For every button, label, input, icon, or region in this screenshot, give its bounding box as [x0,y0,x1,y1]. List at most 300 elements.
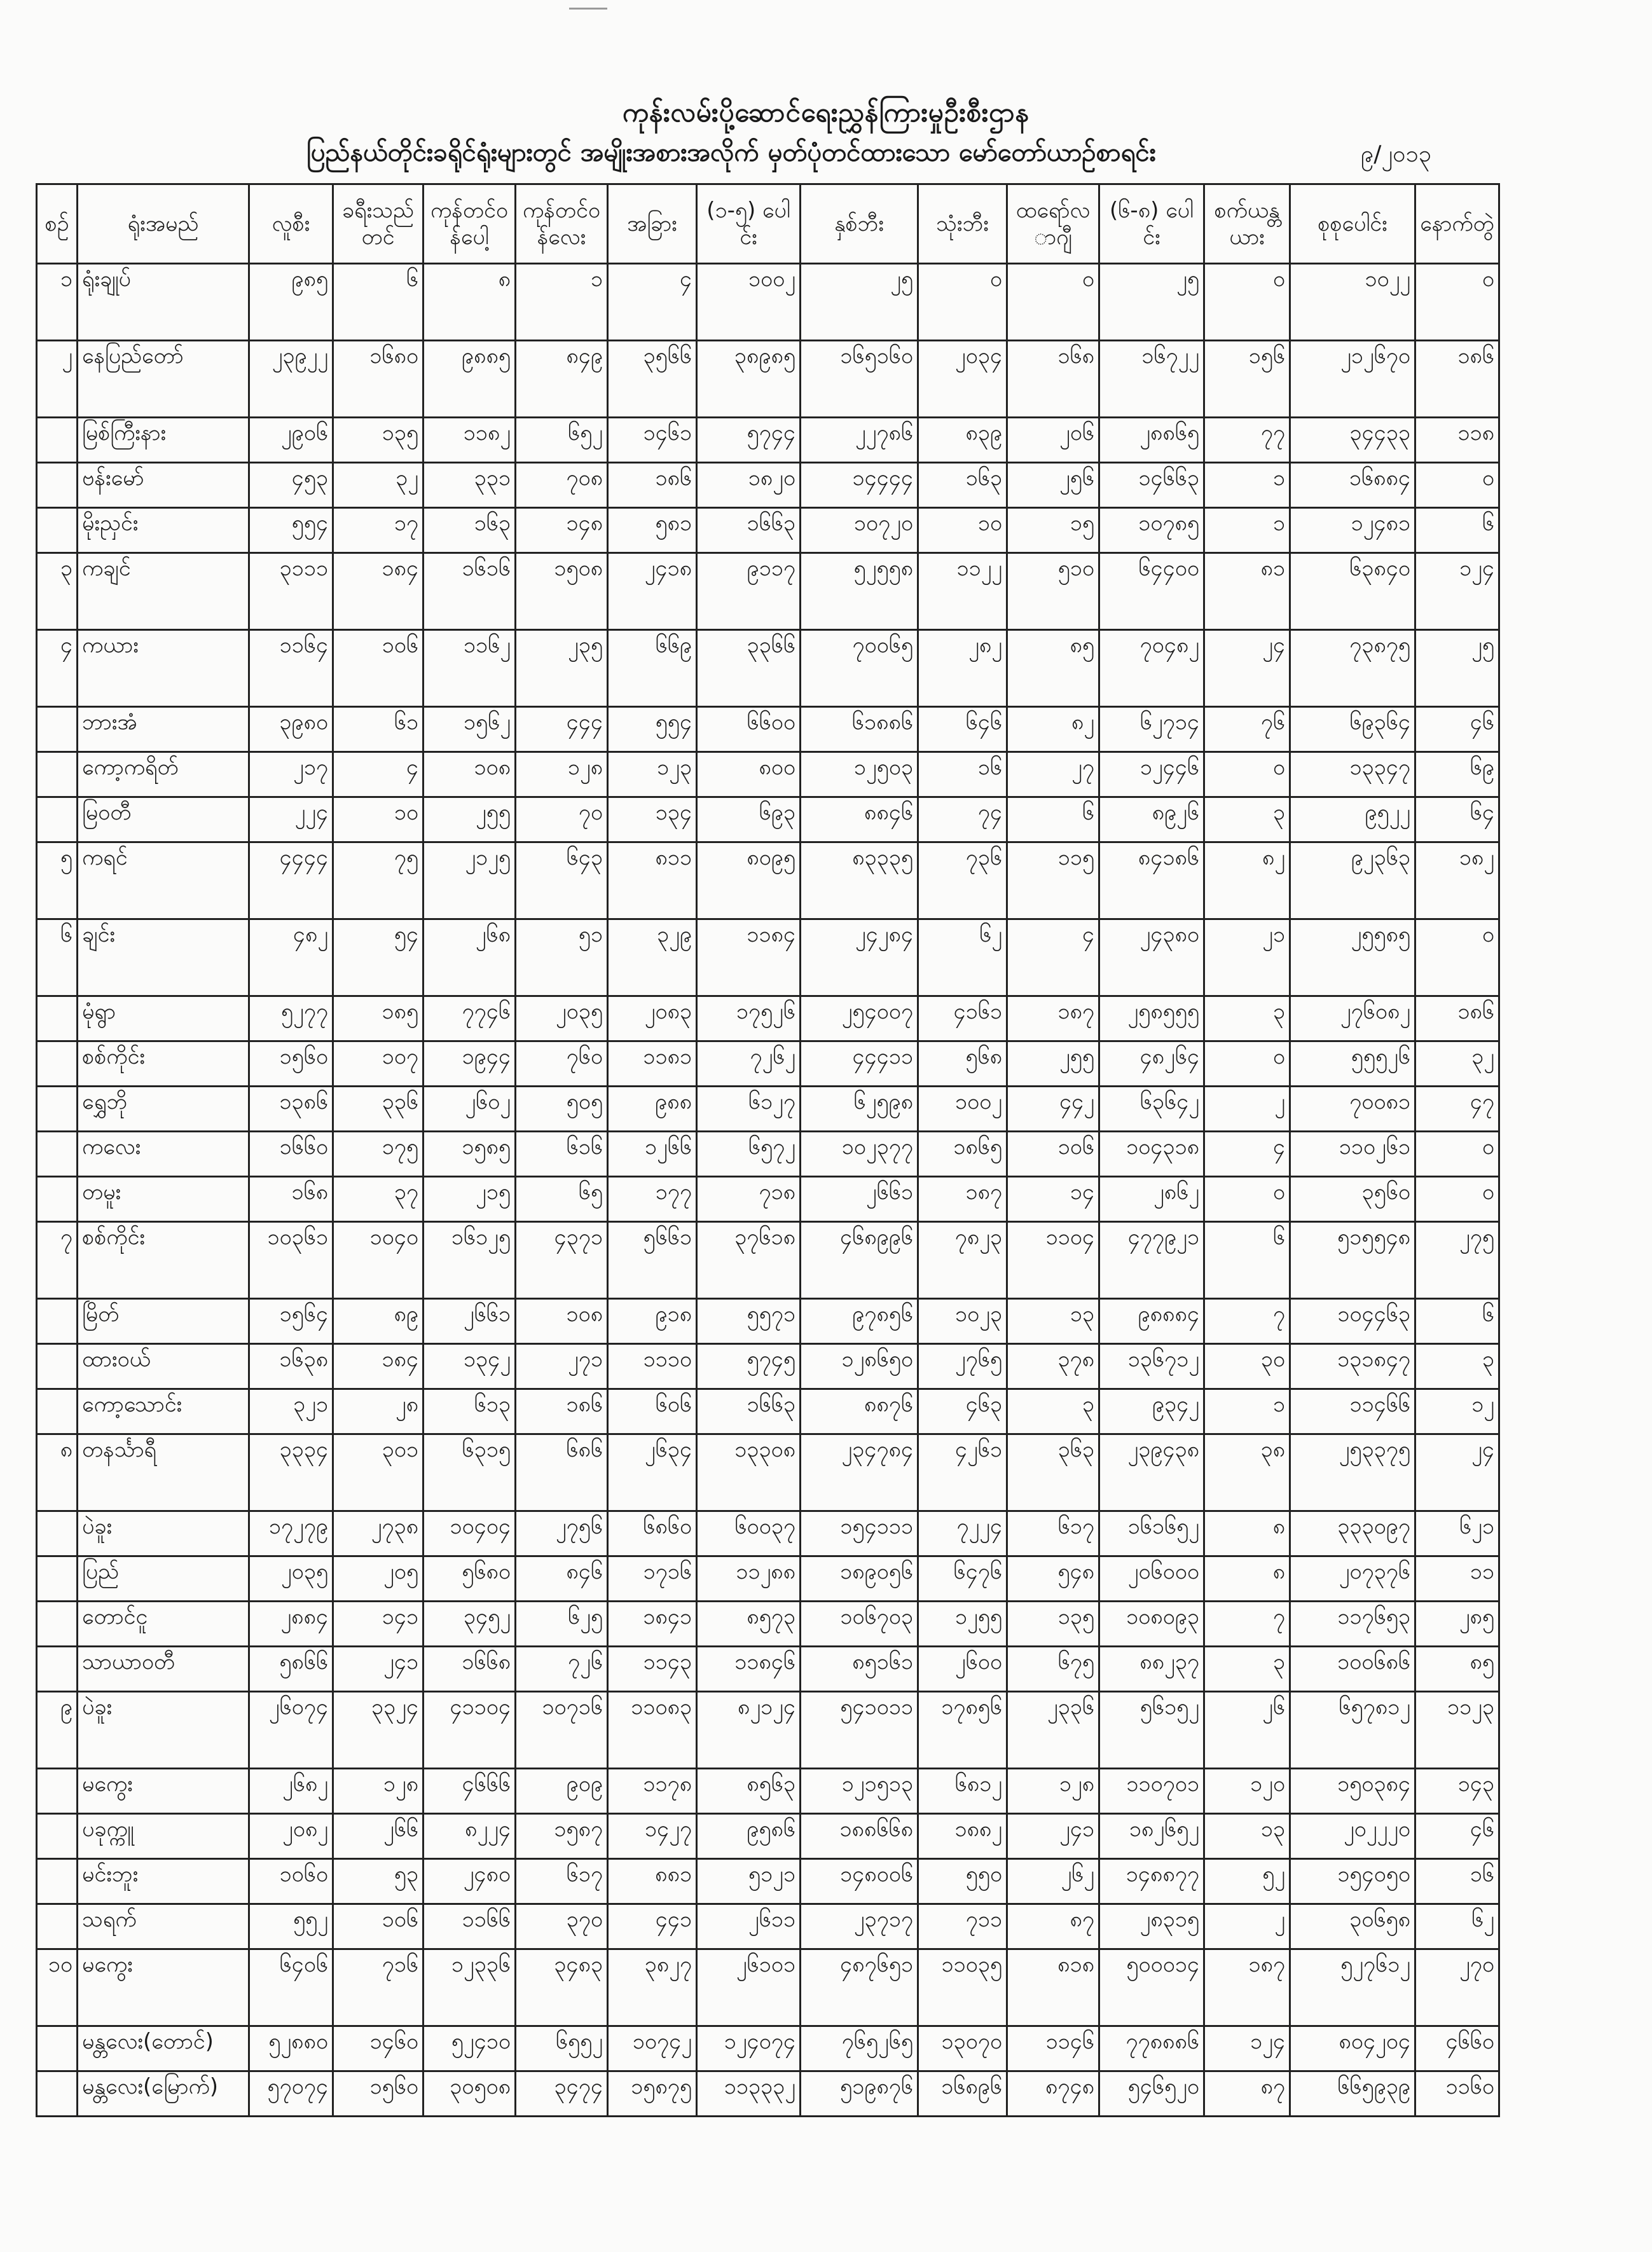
cell-bus: ၈၉ [333,1299,423,1344]
cell-subtotal-6-8: ၇၀၄၈၂ [1099,630,1204,707]
cell-two-wheeler: ၁၈၈၆၆၈ [801,1814,918,1859]
cell-passenger-car: ၆၄၀၆ [249,1949,333,2026]
cell-light-truck: ၃၄၅၂ [423,1602,516,1647]
cell-subtotal-1-5: ၆၀၀၃၇ [697,1511,801,1556]
cell-machinery: ၁၅၆ [1204,341,1290,418]
cell-serial: ၈ [37,1434,78,1511]
cell-bus: ၇၅ [333,842,423,919]
cell-trawlergy: ၆၇၅ [1007,1647,1099,1692]
cell-bus: ၃၀၁ [333,1434,423,1511]
cell-office-name: မြဝတီ [78,797,249,842]
cell-passenger-car: ၂၀၃၅ [249,1556,333,1602]
cell-light-truck: ၆၁၃ [423,1389,516,1434]
cell-office-name: ချင်း [78,919,249,996]
cell-office-name: မကွေး [78,1949,249,2026]
cell-bus: ၁၀ [333,797,423,842]
cell-bus: ၂၄၁ [333,1647,423,1692]
cell-machinery: ၁ [1204,508,1290,553]
cell-trailer: ၁၁၈ [1415,418,1499,463]
cell-three-wheeler: ၇၄ [918,797,1007,842]
cell-subtotal-6-8: ၅၄၆၅၂၀ [1099,2071,1204,2117]
table-row [37,1814,1499,1859]
cell-trailer: ၃၂ [1415,1041,1499,1087]
cell-machinery: ၇ [1204,1602,1290,1647]
cell-heavy-truck: ၇၀၈ [516,463,608,508]
cell-trawlergy: ၁၁၄၆ [1007,2026,1099,2071]
cell-light-truck: ၂၆၀၂ [423,1087,516,1132]
cell-three-wheeler: ၁၀ [918,508,1007,553]
cell-other: ၉၁၈ [608,1299,697,1344]
cell-passenger-car: ၂၉၀၆ [249,418,333,463]
cell-grand-total: ၂၇၆၀၈၂ [1290,996,1415,1041]
cell-subtotal-6-8: ၂၃၉၄၃၈ [1099,1434,1204,1511]
cell-trawlergy: ၂၃၃၆ [1007,1692,1099,1769]
table-row [37,1041,1499,1087]
cell-serial [37,2071,78,2117]
cell-trailer: ၆၂၁ [1415,1511,1499,1556]
cell-passenger-car: ၃၁၁၁ [249,553,333,630]
cell-trawlergy: ၃၇၈ [1007,1344,1099,1389]
cell-other: ၁၃၄ [608,797,697,842]
cell-subtotal-1-5: ၁၇၅၂၆ [697,996,801,1041]
cell-machinery: ၇ [1204,1299,1290,1344]
cell-other: ၁၂၆၆ [608,1132,697,1177]
cell-two-wheeler: ၄၆၈၉၉၆ [801,1222,918,1299]
cell-serial [37,1814,78,1859]
cell-grand-total: ၅၅၅၂၆ [1290,1041,1415,1087]
col-header-trawlergy: ထရော်လာဂျီ [1007,184,1099,264]
cell-subtotal-1-5: ၅၁၂၁ [697,1859,801,1904]
cell-grand-total: ၂၅၃၃၇၅ [1290,1434,1415,1511]
cell-light-truck: ၄၆၆၆ [423,1769,516,1814]
cell-grand-total: ၃၃၃၀၉၇ [1290,1511,1415,1556]
cell-three-wheeler: ၄၁၆၁ [918,996,1007,1041]
cell-three-wheeler: ၆၈၁၂ [918,1769,1007,1814]
cell-bus: ၁၀၆ [333,1904,423,1949]
cell-bus: ၂၆၆ [333,1814,423,1859]
cell-bus: ၅၄ [333,919,423,996]
cell-heavy-truck: ၂၀၃၅ [516,996,608,1041]
cell-other: ၈၁၁ [608,842,697,919]
cell-heavy-truck: ၅၀၅ [516,1087,608,1132]
cell-machinery: ၂ [1204,1904,1290,1949]
table-row [37,1692,1499,1769]
cell-subtotal-1-5: ၆၆၀၀ [697,707,801,752]
cell-trawlergy: ၅၁၀ [1007,553,1099,630]
cell-passenger-car: ၁၇၂၇၉ [249,1511,333,1556]
table-row [37,2026,1499,2071]
cell-trawlergy: ၆ [1007,797,1099,842]
cell-two-wheeler: ၂၃၄၇၈၄ [801,1434,918,1511]
cell-light-truck: ၈၂၂၄ [423,1814,516,1859]
cell-office-name: မန္တလေး(မြောက်) [78,2071,249,2117]
cell-subtotal-1-5: ၆၉၃ [697,797,801,842]
cell-machinery: ၃ [1204,996,1290,1041]
cell-office-name: ကလေး [78,1132,249,1177]
cell-grand-total: ၂၀၇၃၇၆ [1290,1556,1415,1602]
cell-trailer: ၆၄ [1415,797,1499,842]
cell-grand-total: ၁၀၂၂ [1290,264,1415,341]
organization-title: ကုန်းလမ်းပို့ဆောင်ရေးညွှန်ကြားမှုဦးစီးဌာန [622,97,1030,128]
cell-other: ၆၆၉ [608,630,697,707]
cell-three-wheeler: ၇၂၂၄ [918,1511,1007,1556]
cell-three-wheeler: ၁၈၆၅ [918,1132,1007,1177]
cell-light-truck: ၂၄၈၀ [423,1859,516,1904]
cell-trailer: ၁၆ [1415,1859,1499,1904]
cell-trailer: ၁၄၃ [1415,1769,1499,1814]
cell-subtotal-6-8: ၂၅ [1099,264,1204,341]
cell-other: ၂၄၁၈ [608,553,697,630]
cell-heavy-truck: ၆၈၆ [516,1434,608,1511]
cell-three-wheeler: ၁၆ [918,752,1007,797]
table-header-row [37,184,1499,264]
cell-light-truck: ၅၂၄၁၀ [423,2026,516,2071]
cell-other: ၃၈၂၇ [608,1949,697,2026]
cell-light-truck: ၁၆၃ [423,508,516,553]
cell-serial [37,1904,78,1949]
cell-two-wheeler: ၂၅ [801,264,918,341]
cell-passenger-car: ၂၀၈၂ [249,1814,333,1859]
cell-machinery: ၄ [1204,1132,1290,1177]
cell-bus: ၃၃၆ [333,1087,423,1132]
cell-trailer: ၄၆ [1415,707,1499,752]
cell-passenger-car: ၄၈၂ [249,919,333,996]
cell-trawlergy: ၁၁၅ [1007,842,1099,919]
cell-heavy-truck: ၁၀၇၁၆ [516,1692,608,1769]
cell-office-name: ထားဝယ် [78,1344,249,1389]
cell-grand-total: ၆၆၅၉၃၉ [1290,2071,1415,2117]
cell-passenger-car: ၂၆၈၂ [249,1769,333,1814]
cell-light-truck: ၁၀၈ [423,752,516,797]
cell-other: ၃၅၆၆ [608,341,697,418]
cell-machinery: ၁၂၀ [1204,1769,1290,1814]
cell-trailer: ၄၇ [1415,1087,1499,1132]
cell-other: ၆၀၆ [608,1389,697,1434]
cell-two-wheeler: ၁၀၇၂၀ [801,508,918,553]
cell-trawlergy: ၈၂ [1007,707,1099,752]
cell-subtotal-1-5: ၂၆၁၁ [697,1904,801,1949]
cell-serial [37,797,78,842]
cell-passenger-car: ၃၃၃၄ [249,1434,333,1511]
cell-office-name: ဘားအံ [78,707,249,752]
cell-subtotal-1-5: ၁၁၈၄၆ [697,1647,801,1692]
cell-subtotal-1-5: ၈၀၀ [697,752,801,797]
cell-subtotal-6-8: ၂၀၆၀၀၀ [1099,1556,1204,1602]
cell-trawlergy: ၀ [1007,264,1099,341]
table-row [37,553,1499,630]
cell-subtotal-1-5: ၃၇၆၁၈ [697,1222,801,1299]
cell-subtotal-6-8: ၁၆၇၂၂ [1099,341,1204,418]
cell-trawlergy: ၂၀၆ [1007,418,1099,463]
cell-heavy-truck: ၆၄၃ [516,842,608,919]
cell-three-wheeler: ၆၄၆ [918,707,1007,752]
cell-subtotal-1-5: ၃၈၉၈၅ [697,341,801,418]
cell-trailer: ၂၅ [1415,630,1499,707]
cell-office-name: မုံရွာ [78,996,249,1041]
cell-heavy-truck: ၆၅၅၂ [516,2026,608,2071]
table-row [37,1344,1499,1389]
cell-light-truck: ၃၃၁ [423,463,516,508]
cell-machinery: ၁၃ [1204,1814,1290,1859]
cell-passenger-car: ၁၆၈ [249,1177,333,1222]
cell-other: ၂၆၃၄ [608,1434,697,1511]
cell-light-truck: ၁၆၁၆ [423,553,516,630]
cell-bus: ၁၄၆၀ [333,2026,423,2071]
cell-subtotal-1-5: ၁၆၆၃ [697,1389,801,1434]
cell-serial [37,463,78,508]
table-body [37,264,1499,2117]
cell-bus: ၁၃၅ [333,418,423,463]
col-header-two-wheeler: နှစ်ဘီး [801,184,918,264]
cell-two-wheeler: ၈၅၁၆၁ [801,1647,918,1692]
table-row [37,341,1499,418]
cell-subtotal-1-5: ၈၅၇၃ [697,1602,801,1647]
cell-subtotal-1-5: ၁၁၈၄ [697,919,801,996]
col-header-other: အခြား [608,184,697,264]
cell-two-wheeler: ၂၃၇၁၇ [801,1904,918,1949]
cell-trailer: ၁၈၂ [1415,842,1499,919]
cell-trailer: ၂၇၀ [1415,1949,1499,2026]
cell-other: ၁၂၃ [608,752,697,797]
cell-other: ၁၀၇၄၂ [608,2026,697,2071]
cell-two-wheeler: ၁၈၉၀၅၆ [801,1556,918,1602]
cell-serial [37,752,78,797]
cell-light-truck: ၂၆၈ [423,919,516,996]
cell-two-wheeler: ၁၂၁၅၁၃ [801,1769,918,1814]
cell-light-truck: ၂၆၆၁ [423,1299,516,1344]
cell-subtotal-6-8: ၄၈၂၆၄ [1099,1041,1204,1087]
cell-trailer: ၀ [1415,264,1499,341]
cell-grand-total: ၇၀၀၈၁ [1290,1087,1415,1132]
cell-machinery: ၃ [1204,1647,1290,1692]
cell-trailer: ၂၈၅ [1415,1602,1499,1647]
col-header-grand-total: စုစုပေါင်း [1290,184,1415,264]
cell-two-wheeler: ၂၆၆၁ [801,1177,918,1222]
cell-grand-total: ၁၀၀၆၈၆ [1290,1647,1415,1692]
cell-grand-total: ၉၂၃၆၃ [1290,842,1415,919]
cell-bus: ၃၇ [333,1177,423,1222]
table-row [37,1602,1499,1647]
cell-light-truck: ၆၃၁၅ [423,1434,516,1511]
cell-grand-total: ၁၁၀၂၆၁ [1290,1132,1415,1177]
cell-grand-total: ၁၁၇၆၅၃ [1290,1602,1415,1647]
cell-serial: ၁၀ [37,1949,78,2026]
cell-serial [37,707,78,752]
cell-two-wheeler: ၁၂၈၆၅၀ [801,1344,918,1389]
cell-subtotal-6-8: ၁၆၁၆၅၂ [1099,1511,1204,1556]
cell-serial [37,1859,78,1904]
cell-machinery: ၈ [1204,1511,1290,1556]
cell-light-truck: ၂၁၅ [423,1177,516,1222]
cell-bus: ၆ [333,264,423,341]
cell-bus: ၃၂ [333,463,423,508]
cell-bus: ၄ [333,752,423,797]
cell-serial: ၃ [37,553,78,630]
cell-bus: ၁၈၄ [333,553,423,630]
cell-trailer: ၄၆ [1415,1814,1499,1859]
table-row [37,630,1499,707]
col-header-three-wheeler: သုံးဘီး [918,184,1007,264]
cell-light-truck: ၄၁၁၀၄ [423,1692,516,1769]
cell-office-name: မြစ်ကြီးနား [78,418,249,463]
cell-three-wheeler: ၆၂ [918,919,1007,996]
table-row [37,2071,1499,2117]
col-header-office-name: ရုံးအမည် [78,184,249,264]
cell-two-wheeler: ၂၂၇၈၆ [801,418,918,463]
cell-bus: ၆၁ [333,707,423,752]
cell-three-wheeler: ၂၇၆၅ [918,1344,1007,1389]
cell-three-wheeler: ၁၃၀၇၀ [918,2026,1007,2071]
cell-bus: ၁၈၄ [333,1344,423,1389]
table-row [37,264,1499,341]
cell-other: ၃၂၉ [608,919,697,996]
cell-serial [37,508,78,553]
cell-heavy-truck: ၇၆၀ [516,1041,608,1087]
cell-serial [37,1299,78,1344]
table-row [37,752,1499,797]
cell-trawlergy: ၂၇ [1007,752,1099,797]
cell-subtotal-1-5: ၇၁၈ [697,1177,801,1222]
cell-subtotal-6-8: ၅၆၁၅၂ [1099,1692,1204,1769]
cell-two-wheeler: ၆၂၅၉၈ [801,1087,918,1132]
cell-two-wheeler: ၂၅၄၀၀၇ [801,996,918,1041]
cell-trailer: ၄၆၆၀ [1415,2026,1499,2071]
cell-trailer: ၀ [1415,463,1499,508]
cell-office-name: တမူး [78,1177,249,1222]
table-row [37,1434,1499,1511]
cell-trawlergy: ၁၃ [1007,1299,1099,1344]
cell-trawlergy: ၈၇ [1007,1904,1099,1949]
cell-machinery: ၈၁ [1204,553,1290,630]
cell-subtotal-1-5: ၈၅၆၃ [697,1769,801,1814]
cell-subtotal-6-8: ၁၈၂၆၅၂ [1099,1814,1204,1859]
table-row [37,1511,1499,1556]
cell-two-wheeler: ၁၄၈၀၀၆ [801,1859,918,1904]
col-header-heavy-truck: ကုန်တင်ဝန်လေး [516,184,608,264]
cell-subtotal-1-5: ၅၇၄၅ [697,1344,801,1389]
cell-other: ၁၄၂၇ [608,1814,697,1859]
cell-three-wheeler: ၁၂၅၅ [918,1602,1007,1647]
cell-other: ၆၈၆၀ [608,1511,697,1556]
cell-office-name: ကယား [78,630,249,707]
cell-office-name: ပဲခူး [78,1692,249,1769]
table-row [37,1087,1499,1132]
cell-grand-total: ၃၀၆၅၈ [1290,1904,1415,1949]
table-row [37,919,1499,996]
cell-three-wheeler: ၇၈၂၃ [918,1222,1007,1299]
cell-passenger-car: ၅၂၇၇ [249,996,333,1041]
cell-two-wheeler: ၈၃၃၃၅ [801,842,918,919]
cell-office-name: ပဲခူး [78,1511,249,1556]
cell-heavy-truck: ၃၄၇၄ [516,2071,608,2117]
cell-three-wheeler: ၀ [918,264,1007,341]
cell-serial [37,418,78,463]
cell-office-name: စစ်ကိုင်း [78,1041,249,1087]
cell-office-name: ဗန်းမော် [78,463,249,508]
cell-machinery: ၁၂၄ [1204,2026,1290,2071]
col-header-passenger-car: လူစီး [249,184,333,264]
cell-bus: ၂၇၃၈ [333,1511,423,1556]
cell-office-name: ပခုက္ကူ [78,1814,249,1859]
cell-other: ၅၈၁ [608,508,697,553]
cell-serial: ၂ [37,341,78,418]
col-header-subtotal-6-8: (၆-၈) ပေါင်း [1099,184,1204,264]
cell-light-truck: ၁၉၄၄ [423,1041,516,1087]
cell-subtotal-6-8: ၂၄၃၈၀ [1099,919,1204,996]
cell-machinery: ၁ [1204,1389,1290,1434]
cell-heavy-truck: ၄၄၄ [516,707,608,752]
cell-bus: ၁၀၆ [333,630,423,707]
cell-passenger-car: ၅၈၆၆ [249,1647,333,1692]
registration-table [36,183,1500,2117]
cell-passenger-car: ၁၆၃၈ [249,1344,333,1389]
cell-bus: ၃၃၂၄ [333,1692,423,1769]
table-row [37,1904,1499,1949]
cell-trawlergy: ၈၇၄၈ [1007,2071,1099,2117]
cell-machinery: ၇၇ [1204,418,1290,463]
cell-serial [37,1769,78,1814]
cell-subtotal-6-8: ၆၃၆၄၂ [1099,1087,1204,1132]
cell-office-name: ရုံးချုပ် [78,264,249,341]
cell-light-truck: ၁၂၃၃၆ [423,1949,516,2026]
cell-serial [37,1556,78,1602]
cell-grand-total: ၉၅၂၂ [1290,797,1415,842]
cell-grand-total: ၁၁၄၆၆ [1290,1389,1415,1434]
cell-machinery: ၈၇ [1204,2071,1290,2117]
cell-three-wheeler: ၄၆၃ [918,1389,1007,1434]
cell-trailer: ၆၂ [1415,1904,1499,1949]
cell-two-wheeler: ၁၀၆၇၀၃ [801,1602,918,1647]
cell-heavy-truck: ၇၂၆ [516,1647,608,1692]
cell-light-truck: ၂၁၂၅ [423,842,516,919]
cell-three-wheeler: ၇၁၁ [918,1904,1007,1949]
cell-trawlergy: ၁၈၇ [1007,996,1099,1041]
cell-two-wheeler: ၁၆၅၁၆၀ [801,341,918,418]
cell-light-truck: ၁၃၄၂ [423,1344,516,1389]
cell-passenger-car: ၂၃၉၂၂ [249,341,333,418]
cell-heavy-truck: ၆၅၂ [516,418,608,463]
table-row [37,707,1499,752]
cell-other: ၁၁၈၁ [608,1041,697,1087]
cell-serial: ၁ [37,264,78,341]
cell-subtotal-6-8: ၁၃၆၇၁၂ [1099,1344,1204,1389]
scan-mark [569,8,607,10]
cell-three-wheeler: ၂၀၃၄ [918,341,1007,418]
cell-serial: ၅ [37,842,78,919]
cell-trailer: ၁၁ [1415,1556,1499,1602]
cell-three-wheeler: ၁၈၈၂ [918,1814,1007,1859]
cell-other: ၅၆၆၁ [608,1222,697,1299]
cell-subtotal-1-5: ၁၀၀၂ [697,264,801,341]
cell-subtotal-6-8: ၉၈၈၈၄ [1099,1299,1204,1344]
cell-heavy-truck: ၁၅၈၇ [516,1814,608,1859]
cell-light-truck: ၁၀၄၀၄ [423,1511,516,1556]
col-header-trailer: နောက်တွဲ [1415,184,1499,264]
cell-passenger-car: ၂၆၀၇၄ [249,1692,333,1769]
cell-serial: ၆ [37,919,78,996]
cell-trailer: ၆ [1415,1299,1499,1344]
cell-grand-total: ၅၁၅၅၄၈ [1290,1222,1415,1299]
cell-trailer: ၁၈၆ [1415,341,1499,418]
cell-heavy-truck: ၂၇၁ [516,1344,608,1389]
cell-passenger-car: ၁၅၆၄ [249,1299,333,1344]
cell-trailer: ၈၅ [1415,1647,1499,1692]
cell-three-wheeler: ၅၅၀ [918,1859,1007,1904]
cell-subtotal-1-5: ၆၅၇၂ [697,1132,801,1177]
cell-subtotal-6-8: ၇၇၈၈၈၆ [1099,2026,1204,2071]
cell-grand-total: ၈၀၄၂၀၄ [1290,2026,1415,2071]
cell-three-wheeler: ၁၈၇ [918,1177,1007,1222]
